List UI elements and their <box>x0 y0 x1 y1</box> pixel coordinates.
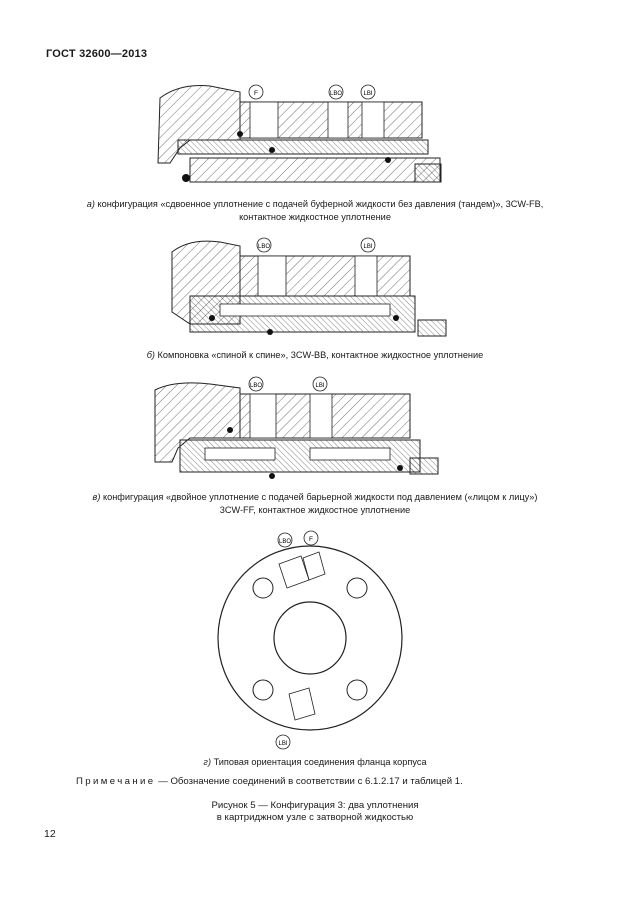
note <box>76 776 463 787</box>
figure-letter: г) <box>203 757 212 767</box>
figure-c-caption <box>30 491 600 517</box>
figure-letter: а) <box>86 199 95 209</box>
figure-letter: в) <box>92 492 101 502</box>
caption-text: 3CW-FF, контактное жидкостное уплотнение <box>219 505 411 515</box>
port-label: LBI <box>363 244 373 250</box>
note-text: — Обозначение соединений в соответствии с 6.1.2.17 и таблицей 1. <box>155 776 463 787</box>
port-label: LBI <box>278 741 288 747</box>
note-label: Примечание <box>76 776 156 787</box>
caption-text: Типовая ориентация соединения фланца корпуса <box>213 757 427 767</box>
port-label: F <box>309 536 313 543</box>
figure-b-drawing <box>150 232 455 342</box>
figure-b-caption <box>40 349 590 362</box>
figure-a-drawing <box>150 78 450 188</box>
port-label: LBI <box>363 91 373 97</box>
figure-d-caption <box>40 756 590 769</box>
page-number: 12 <box>44 828 56 840</box>
figure-title-line: Рисунок 5 — Конфигурация 3: два уплотнения <box>211 800 419 811</box>
caption-text: Компоновка «спиной к спине», 3CW-BB, контактное жидкостное уплотнение <box>157 350 484 360</box>
port-label: LBO <box>278 539 292 545</box>
figure-title-line: в картриджном узле с затворной жидкостью <box>216 812 414 823</box>
port-label: LBO <box>329 91 343 97</box>
figure-a-caption <box>40 198 590 224</box>
caption-text: конфигурация «двойное уплотнение с подачей барьерной жидкости под давлением («лицом к лицу») <box>102 492 538 502</box>
figure-c-drawing <box>150 372 445 482</box>
port-label: LBI <box>315 383 325 389</box>
standard-header: ГОСТ 32600—2013 <box>46 48 148 60</box>
figure-letter: б) <box>146 350 155 360</box>
caption-text: конфигурация «сдвоенное уплотнение с подачей буферной жидкости без давления (тандем)», 3CW-FB, <box>97 199 544 209</box>
port-label: LBO <box>249 383 263 389</box>
figure-title <box>0 800 630 824</box>
figure-d-flange-drawing <box>205 528 425 752</box>
port-label: LBO <box>257 244 271 250</box>
port-label: F <box>254 90 258 97</box>
caption-text: контактное жидкостное уплотнение <box>239 212 391 222</box>
